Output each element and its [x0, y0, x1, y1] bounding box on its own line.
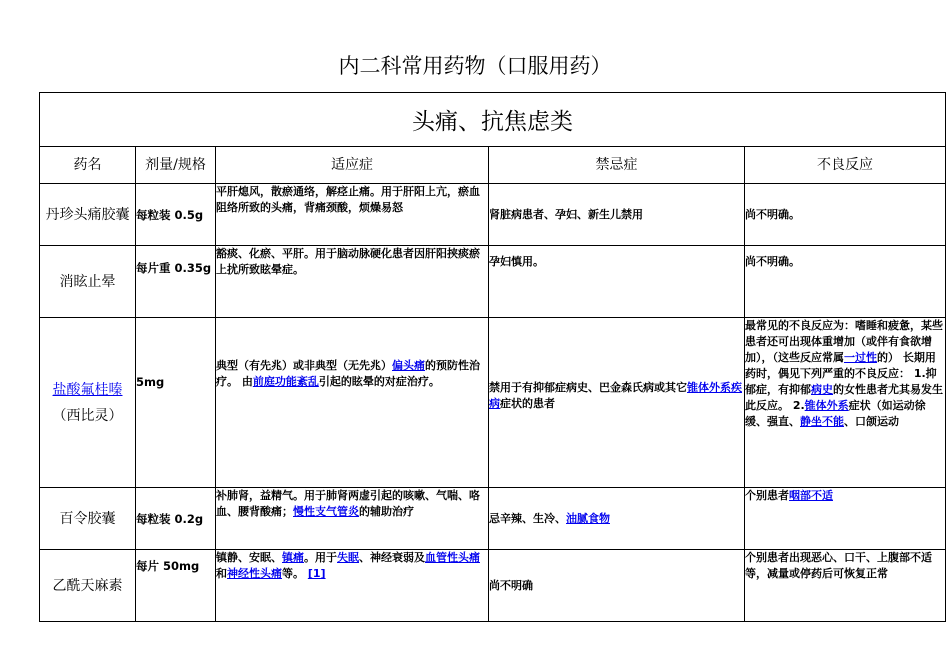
text-run: 的女性患者尤其易发生此反应。 2. — [745, 383, 943, 412]
header-dose: 剂量/规格 — [136, 147, 216, 184]
table-row — [40, 318, 946, 488]
header-indication: 适应症 — [216, 147, 489, 184]
drug-name: 乙酰天麻素 — [40, 550, 136, 622]
drug-contraindication: 肾脏病患者、孕妇、新生儿禁用 — [489, 184, 745, 246]
header-row — [40, 147, 946, 184]
term-link-migraine[interactable]: 偏头痛 — [392, 359, 425, 372]
text-run: 等。 — [282, 567, 308, 580]
term-link-greasy-food[interactable]: 油腻食物 — [566, 511, 610, 525]
drug-contraindication — [489, 488, 745, 550]
drug-name: 丹珍头痛胶囊 — [40, 184, 136, 246]
text-run: 引起的眩晕的对症治疗。 — [318, 375, 440, 388]
text-run: 镇静、安眠、 — [216, 551, 282, 564]
drug-adverse — [745, 318, 946, 488]
header-name: 药名 — [40, 147, 136, 184]
reference-link[interactable]: [1] — [307, 567, 326, 580]
drug-name-alias: （西比灵） — [52, 407, 123, 424]
drug-adverse — [745, 488, 946, 550]
document-title: 内二科常用药物（口服用药） — [338, 54, 612, 78]
drug-dose: 每粒装 0.2g — [136, 488, 216, 550]
term-link-chronic-bronchitis[interactable]: 慢性支气管炎 — [293, 505, 359, 518]
drug-contraindication — [489, 318, 745, 488]
drug-indication — [216, 318, 489, 488]
header-adverse: 不良反应 — [745, 147, 946, 184]
header-contraindication: 禁忌症 — [489, 147, 745, 184]
drug-name: 百令胶囊 — [40, 488, 136, 550]
text-run: 症状（如运动徐缓、强直、 — [745, 399, 926, 428]
term-link-analgesia[interactable]: 镇痛 — [282, 551, 304, 564]
drug-contraindication: 尚不明确 — [489, 550, 745, 622]
text-run: 。用于 — [304, 551, 337, 564]
text-run: 、神经衰弱及 — [359, 551, 425, 564]
table-row — [40, 488, 946, 550]
text-run: 典型（有先兆）或非典型（无先兆） — [216, 359, 392, 372]
text-run: 、口颌运动 — [844, 415, 899, 428]
table-row — [40, 246, 946, 318]
term-link-vestibular[interactable]: 前庭功能紊乱 — [252, 375, 319, 388]
text-run: 忌辛辣、生冷、 — [489, 511, 566, 525]
drug-adverse: 尚不明确。 — [745, 246, 946, 318]
drug-indication: 豁痰、化瘀、平肝。用于脑动脉硬化患者因肝阳挟痰瘀上扰所致眩晕症。 — [216, 246, 489, 318]
text-run: 症状的患者 — [500, 397, 555, 410]
drug-adverse: 个别患者出现恶心、口干、上腹部不适等，减量或停药后可恢复正常 — [745, 550, 946, 622]
term-link-extrapyramidal-system[interactable]: 锥体外系 — [804, 399, 849, 412]
term-link-neurogenic-headache[interactable]: 神经性头痛 — [227, 567, 282, 580]
text-run: 的辅助治疗 — [359, 505, 414, 518]
drug-name: 消眩止晕 — [40, 246, 136, 318]
term-link-insomnia[interactable]: 失眠 — [337, 551, 359, 564]
text-run: 的） 长期用药时，偶见下列严重的不良反应： 1.抑郁症，有抑郁 — [745, 351, 937, 396]
drug-dose: 每粒装 0.5g — [136, 184, 216, 246]
drug-adverse: 尚不明确。 — [745, 184, 946, 246]
text-run: 个别患者 — [745, 489, 789, 502]
section-title: 头痛、抗焦虑类 — [40, 93, 946, 147]
text-run: 和 — [216, 567, 227, 580]
term-link-akathisia[interactable]: 静坐不能 — [800, 415, 844, 428]
drug-indication: 平肝熄风，散瘀通络，解痉止痛。用于肝阳上亢，瘀血阻络所致的头痛，背痛颈酸，烦燥易怒 — [216, 184, 489, 246]
table-row — [40, 550, 946, 622]
drug-name-link[interactable]: 盐酸氟桂嗪 — [52, 381, 123, 398]
term-link-extrapyramidal[interactable]: 锥体外系疾病 — [489, 381, 742, 410]
drug-contraindication: 孕妇慎用。 — [489, 246, 745, 318]
drug-dose: 每片重 0.35g — [136, 246, 216, 318]
term-link-throat-discomfort[interactable]: 咽部不适 — [789, 489, 833, 502]
term-link-vascular-headache[interactable]: 血管性头痛 — [425, 551, 480, 564]
drug-dose: 5mg — [136, 318, 216, 488]
term-link-transient[interactable]: 一过性 — [844, 351, 877, 364]
text-run: 补肺肾，益精气。用于肺肾两虚引起的咳嗽、气喘、咯血、腰背酸痛； — [216, 489, 480, 518]
term-link-history[interactable]: 病史 — [811, 383, 833, 396]
drug-table — [39, 92, 946, 622]
text-run: 禁用于有抑郁症病史、巴金森氏病或其它 — [489, 381, 687, 394]
drug-indication — [216, 550, 489, 622]
drug-indication — [216, 488, 489, 550]
drug-name-cell — [40, 318, 136, 488]
text-run: 的预防性治疗。 由 — [216, 359, 480, 388]
drug-dose: 每片 50mg — [136, 550, 216, 622]
table-row — [40, 184, 946, 246]
text-run: 最常见的不良反应为：嗜睡和疲惫，某些患者还可出现体重增加（或伴有食欲增加），（这些反应常属 — [745, 319, 943, 364]
